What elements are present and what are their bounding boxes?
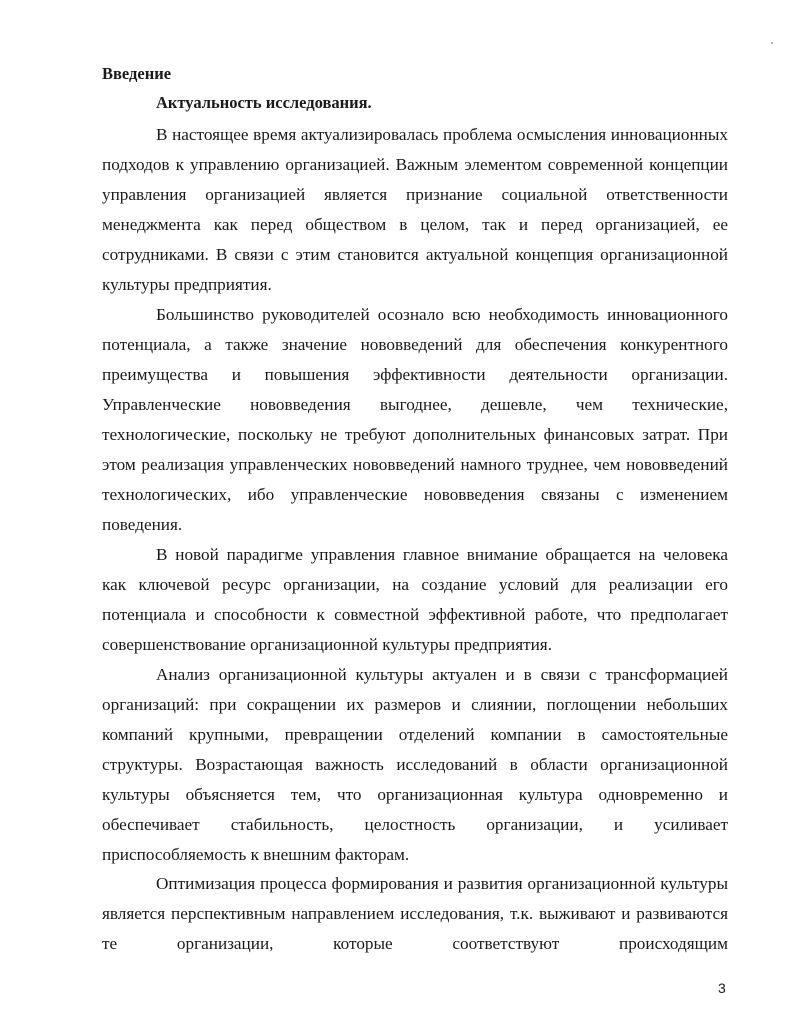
paragraph-4: Анализ организационной культуры актуален и в связи с трансформацией организаций: при сокращении их размеров и слиянии, поглощении небольших компаний крупными, превращении отделений компании в самостоятельные структуры. Возрастающая важность исследований в области организационной культуры объясняется тем, что организационная культура одновременно и обеспечивает стабильность, целостность организации, и усиливает приспособляемость к внешним факторам. xyxy=(102,665,728,864)
paragraph-5: Оптимизация процесса формирования и развития организационной культуры является перспективным направлением исследования, т.к. выживают и развиваются те организации, которые соответствуют происходящим xyxy=(102,874,728,953)
page-number: 3 xyxy=(718,980,726,996)
paragraph-3: В новой парадигме управления главное внимание обращается на человека как ключевой ресурс организации, на создание условий для реализации его потенциала и способности к совместной эффективной работе, что предполагает совершенствование организационной культуры предприятия. xyxy=(102,545,728,654)
paragraph-1: В настоящее время актуализировалась проблема осмысления инновационных подходов к управлению организацией. Важным элементом современной концепции управления организацией является признание социальной ответственности менеджмента как перед обществом в целом, так и перед организацией, ее сотрудниками. В связи с этим становится актуальной концепция организационной культуры предприятия. xyxy=(102,125,728,294)
paragraph-2: Большинство руководителей осознало всю необходимость инновационного потенциала, а также значение нововведений для обеспечения конкурентного преимущества и повышения эффективности деятельности организации. Управленческие нововведения выгоднее, дешевле, чем технические, технологические, поскольку не требуют дополнительных финансовых затрат. При этом реализация управленческих нововведений намного труднее, чем нововведений технологических, ибо управленческие нововведения связаны с изменением поведения. xyxy=(102,305,728,534)
scan-speck xyxy=(771,42,773,44)
subsection-heading: Актуальность исследования. xyxy=(156,93,372,112)
section-heading: Введение xyxy=(102,64,172,83)
